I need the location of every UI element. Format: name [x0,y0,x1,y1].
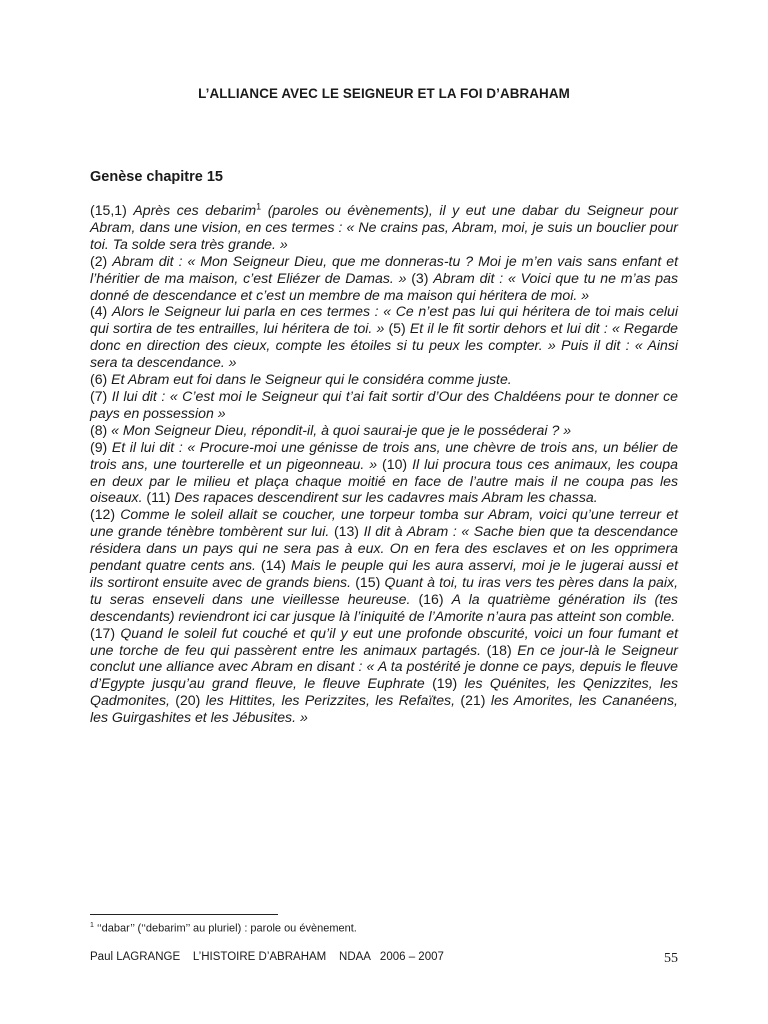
verse-number: (16) [410,590,452,607]
verse-number: (4) [90,303,112,320]
verse-text: Mais le peuple qui les aura asservi, moi je le jugerai aussi et ils sortiront ensuite avec de grands biens. [90,557,678,590]
verse-number: (15) [351,573,385,590]
verse-paragraph [90,388,678,421]
verse-text: Abram dit : « Voici que tu ne m’as pas donné de descendance et c’est un membre de ma maison qui héritera de moi. » [90,269,679,303]
page-number: 55 [664,951,678,966]
scripture-text [90,202,678,726]
page-footer: Paul LAGRANGE L’HISTOIRE D’ABRAHAM NDAA 2006 – 2007 [90,951,444,963]
verse-number: (10) [377,455,413,472]
verse-text: Il dit à Abram : « Sache bien que ta descendance résidera dans un pays qui ne sera pas à eux. On en fera des esclaves et on les opprimera pendant quatre cents ans. [90,523,678,574]
verse-paragraph [90,202,678,252]
document-title: L’ALLIANCE AVEC LE SEIGNEUR ET LA FOI D’ABRAHAM [198,86,570,101]
verse-number: (7) [90,387,112,404]
verse-text: les Hittites, les Perizzites, les Refaïtes, [205,692,456,709]
footnote-divider [90,914,278,915]
footnote-reference: 1 [256,201,262,212]
verse-number: (8) [90,421,112,438]
verse-number: (18) [481,641,518,658]
chapter-heading: Genèse chapitre 15 [90,169,223,185]
verse-number: (11) [142,489,175,506]
footnote-text: ‘‘dabar’’ (‘‘debarim’’ au pluriel) : parole ou évènement. [93,922,357,935]
verse-paragraph [90,439,678,506]
verse-number: (9) [90,438,112,455]
verse-paragraph [90,506,678,623]
verse-paragraph [90,422,571,438]
verse-text: Abram dit : « Mon Seigneur Dieu, que me donneras-tu ? Moi je m’en vais sans enfant et l’héritier de ma maison, c’est Eliézer de Damas. » [90,252,678,286]
verse-text: Après ces debarim [133,202,257,218]
verse-number: (6) [90,371,112,388]
verse-text: (paroles ou évènements), il y eut une dabar du Seigneur pour Abram, dans une vision, en ces termes : « Ne crains pas, Abram, moi, je suis un bouclier pour toi. Ta solde sera très grande. » [90,202,679,252]
verse-text: les Amorites, les Cananéens, les Guirgashites et les Jébusites. » [90,692,678,726]
verse-number: (15,1) [90,202,134,218]
verse-paragraph [90,303,678,370]
footnote-marker: 1 [90,922,94,929]
verse-text: Quant à toi, tu iras vers tes pères dans la paix, tu seras enseveli dans une vieillesse heureuse. [90,573,678,607]
verse-text: « Mon Seigneur Dieu, répondit-il, à quoi saurai-je que je le posséderai ? » [111,421,572,438]
verse-number: (14) [255,557,291,574]
verse-text: Et il lui dit : « Procure-moi une génisse de trois ans, une chèvre de trois ans, un bélier de trois ans, une tourterelle et un pigeonneau. » [90,438,679,472]
verse-paragraph [90,253,678,303]
verse-text: Des rapaces descendirent sur les cadavres mais Abram les chassa. [174,489,598,506]
verse-number: (21) [455,692,491,709]
verse-text: A la quatrième génération ils (tes descendants) reviendront ici car jusque là l’iniquité de l’Amorite n’aura pas atteint son comble. [90,590,678,624]
verse-paragraph [90,625,678,726]
verse-number: (5) [384,320,410,337]
verse-text: Il lui procura tous ces animaux, les coupa en deux par le milieu et plaça chaque moitié en face de l’autre mais il ne coupa pas les oiseaux. [90,455,678,506]
verse-text: Alors le Seigneur lui parla en ces termes : « Ce n’est pas lui qui héritera de toi mais celui qui sortira de tes entrailles, lui héritera de toi. » [90,303,679,337]
verse-number: (13) [329,523,364,540]
verse-text: Quand le soleil fut couché et qu’il y eut une profonde obscurité, voici un four fumant et une torche de feu qui passèrent entre les animaux partagés. [90,624,678,658]
verse-number: (3) [406,269,434,286]
footnote [90,922,357,935]
verse-number: (19) [424,675,465,692]
verse-paragraph [90,371,512,387]
verse-text: Il lui dit : « C’est moi le Seigneur qui t’ai fait sortir d’Our des Chaldéens pour te donner ce pays en possession » [90,387,679,421]
verse-text: En ce jour-là le Seigneur conclut une alliance avec Abram en disant : « A ta postérité je donne ce pays, depuis le fleuve d’Egypte jusqu’au grand fleuve, le fleuve Euphrate [90,641,678,692]
verse-text: les Quénites, les Qenizzites, les Qadmonites, [90,675,678,709]
verse-number: (2) [90,252,113,269]
verse-text: Et Abram eut foi dans le Seigneur qui le considéra comme juste. [111,371,512,388]
verse-number: (17) [90,624,121,641]
verse-text: Comme le soleil allait se coucher, une torpeur tomba sur Abram, voici qu’une terreur et une grande ténèbre tombèrent sur lui. [90,506,678,540]
verse-text: Et il le fit sortir dehors et lui dit : « Regarde donc en direction des cieux, compte les étoiles si tu peux les compter. » Puis il dit : « Ainsi sera ta descendance. » [90,320,678,371]
verse-number: (12) [90,506,121,523]
verse-number: (20) [169,692,206,709]
